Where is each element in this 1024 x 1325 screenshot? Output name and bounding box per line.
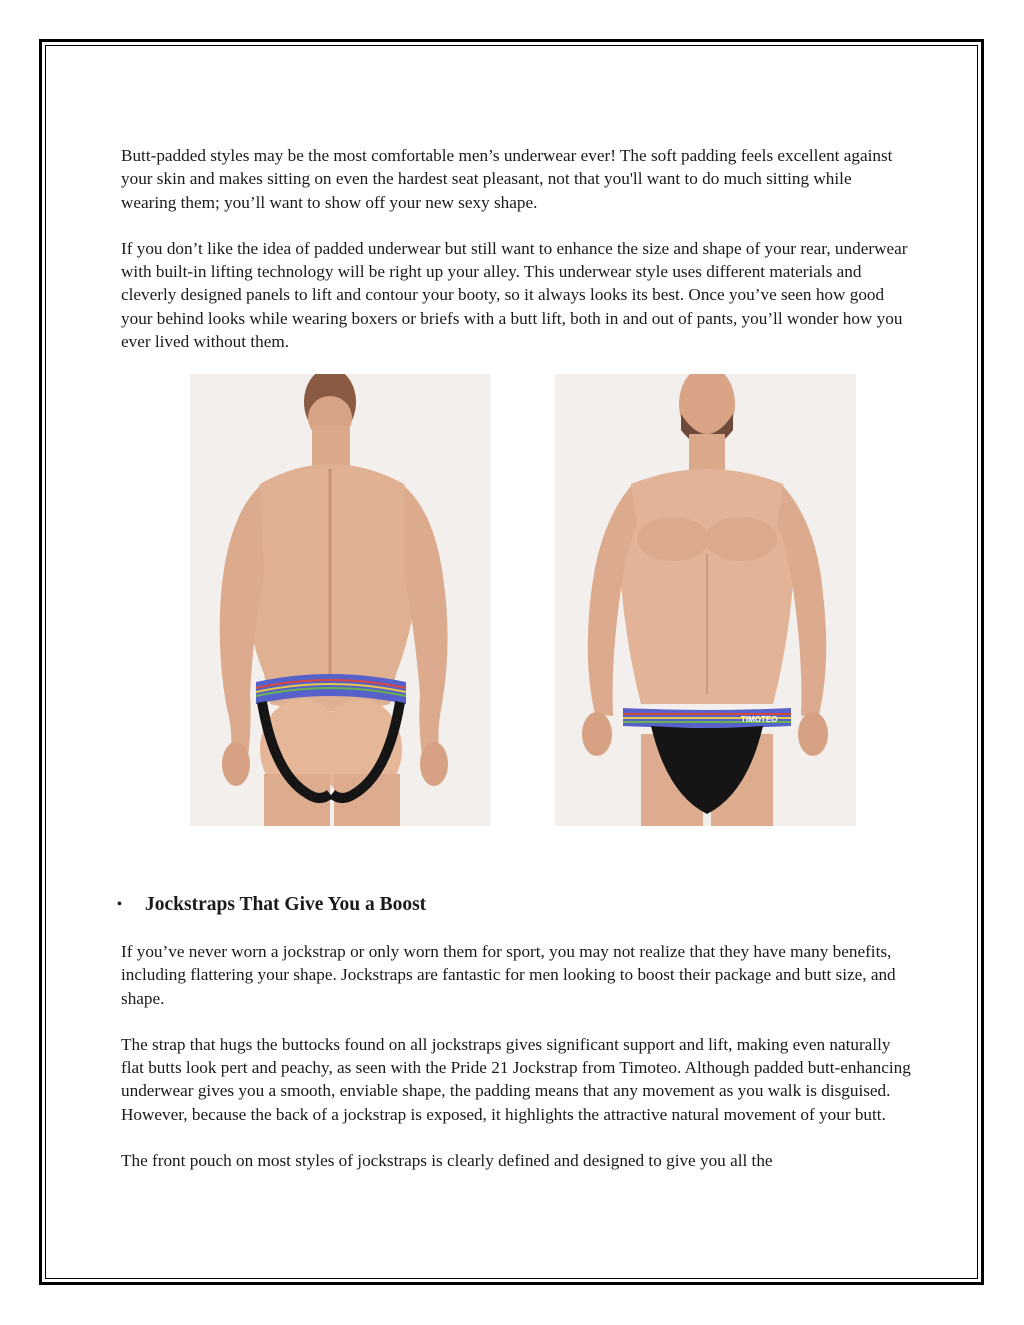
section-heading-text: Jockstraps That Give You a Boost xyxy=(145,894,427,915)
section-heading-jockstraps xyxy=(117,894,426,916)
paragraph-butt-padded: Butt-padded styles may be the most comfortable men’s underwear ever! The soft padding feels excellent against your skin and makes sitting on even the hardest seat pleasant, not that you'll want to do much sitting while wearing them; you’ll want to show off your new sexy shape. xyxy=(121,146,893,212)
waistband-logo-text: TIMOTEO xyxy=(741,715,778,724)
paragraph-lifting-technology: If you don’t like the idea of padded underwear but still want to enhance the size and shape of your rear, underwear with built-in lifting technology will be right up your alley. This underwear style uses different materials and cleverly designed panels to lift and contour your booty, so it always looks its best. Once you’ve seen how good your behind looks while wearing boxers or briefs with a butt lift, both in and out of pants, you’ll wonder how you ever lived without them. xyxy=(121,238,908,352)
paragraph-front-pouch: The front pouch on most styles of jockstraps is clearly defined and designed to give you all the xyxy=(121,1151,773,1171)
document-body-bottom xyxy=(121,940,911,1195)
jockstrap-front-photo xyxy=(555,374,856,826)
bullet-icon: • xyxy=(117,897,122,912)
product-photo-row xyxy=(0,374,1024,826)
paragraph-never-worn: If you’ve never worn a jockstrap or only worn them for sport, you may not realize that they have many benefits, including flattering your shape. Jockstraps are fantastic for men looking to boost their package and butt size, and shape. xyxy=(121,942,896,1008)
jockstrap-back-photo xyxy=(190,374,491,826)
document-body-top xyxy=(121,144,911,376)
paragraph-strap-support: The strap that hugs the buttocks found on all jockstraps gives significant support and lift, making even naturally flat butts look pert and peachy, as seen with the Pride 21 Jockstrap from Timoteo. Although padded butt-enhancing underwear gives you a smooth, enviable shape, the padding means that any movement as you walk is disguised. However, because the back of a jockstrap is exposed, it highlights the attractive natural movement of your butt. xyxy=(121,1034,911,1124)
